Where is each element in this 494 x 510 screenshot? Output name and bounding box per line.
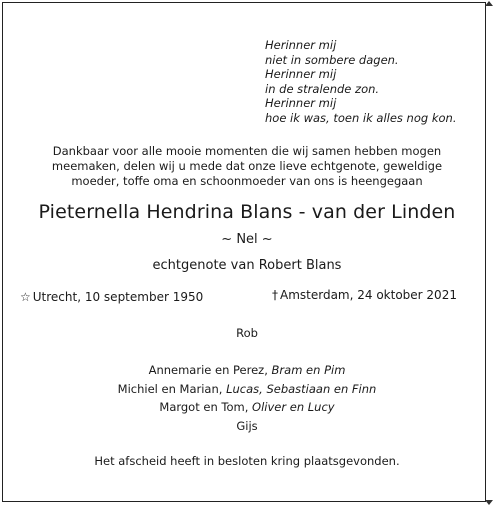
family-children: Bram en Pim bbox=[271, 363, 346, 377]
family-list bbox=[0, 361, 494, 435]
intro-text bbox=[0, 144, 494, 189]
star-icon: ☆ bbox=[20, 290, 31, 304]
family-names: Margot en Tom, bbox=[159, 400, 249, 415]
deceased-name: Pieternella Hendrina Blans - van der Linden bbox=[38, 201, 456, 223]
partner-name: Rob bbox=[236, 326, 258, 340]
death-text: Amsterdam, 24 oktober 2021 bbox=[280, 288, 457, 302]
family-line bbox=[0, 417, 494, 436]
scroll-down-arrow-icon[interactable] bbox=[485, 500, 493, 505]
family-names: Michiel en Marian, bbox=[117, 381, 223, 396]
spouse-line: echtgenote van Robert Blans bbox=[152, 258, 342, 273]
family-names: Annemarie en Perez, bbox=[148, 363, 268, 377]
cross-icon: † bbox=[272, 288, 278, 302]
intro-line: moeder, toffe oma en schoonmoeder van ons is heengegaan bbox=[71, 174, 423, 188]
birth-info bbox=[20, 290, 203, 304]
closing-text: Het afscheid heeft in besloten kring plaatsgevonden. bbox=[94, 454, 400, 468]
poem bbox=[265, 38, 456, 126]
family-line bbox=[0, 398, 494, 417]
poem-line: Herinner mij bbox=[265, 67, 337, 82]
poem-line: niet in sombere dagen. bbox=[265, 52, 399, 67]
poem-line: hoe ik was, toen ik alles nog kon. bbox=[265, 110, 457, 125]
death-info bbox=[272, 288, 457, 302]
family-children: Oliver en Lucy bbox=[252, 400, 335, 415]
intro-line: meemaken, delen wij u mede dat onze lieve echtgenote, geweldige bbox=[51, 159, 443, 173]
deceased-nickname: ~ Nel ~ bbox=[221, 232, 273, 247]
family-line bbox=[0, 380, 494, 399]
poem-line: in de stralende zon. bbox=[265, 81, 380, 96]
scroll-up-arrow-icon[interactable] bbox=[485, 1, 493, 6]
family-names: Gijs bbox=[236, 418, 258, 433]
intro-line: Dankbaar voor alle mooie momenten die wij samen hebben mogen bbox=[52, 144, 442, 158]
poem-line: Herinner mij bbox=[265, 96, 337, 111]
birth-text: Utrecht, 10 september 1950 bbox=[32, 290, 204, 304]
poem-line: Herinner mij bbox=[265, 38, 337, 52]
family-line bbox=[0, 361, 494, 380]
family-children: Lucas, Sebastiaan en Finn bbox=[226, 381, 377, 396]
